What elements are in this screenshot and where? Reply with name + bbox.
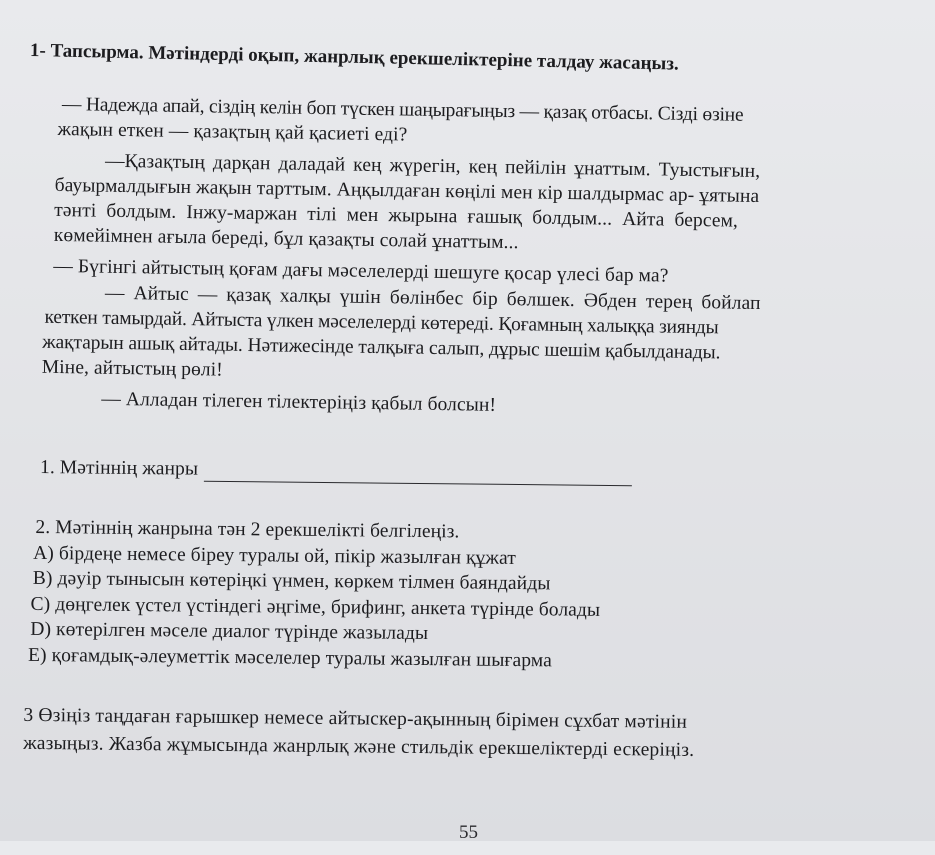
dialogue-line: жақын еткен — қазақтың қай қасиеті еді? xyxy=(57,118,408,146)
option-e: E) қоғамдық-әлеуметтік мәселелер туралы жазылған шығарма xyxy=(27,644,553,672)
option-c: C) дөңгелек үстел үстіндегі әңгіме, брифинг, анкета түрінде болады xyxy=(30,593,601,621)
option-d: D) көтерілген мәселе диалог түрінде жазылады xyxy=(30,618,429,645)
task-title: 1- Тапсырма. Мәтіндерді оқып, жанрлық ерекшеліктеріне талдау жасаңыз. xyxy=(29,40,679,75)
dialogue-line: жақтарын ашық айтады. Нәтижесінде талқыға салып, дұрыс шешім қабылданады. xyxy=(42,331,721,364)
option-b: B) дәуір тынысын көтеріңкі үнмен, көркем тілмен баяндайды xyxy=(32,567,551,595)
dialogue-line: тәнті болдым. Інжу-маржан тілі мен жырына ғашық болдым... Айта берсем, xyxy=(54,199,739,232)
dialogue-line: кеткен тамырдай. Айтыста үлкен мәселелерді көтереді. Қоғамның халыққа зиянды xyxy=(44,306,719,339)
question-1-text: 1. Мәтіннің жанры xyxy=(39,457,199,480)
dialogue-line: Міне, айтыстың рөлі! xyxy=(41,356,223,381)
option-a: A) бірдеңе немесе біреу туралы ой, пікір жазылған құжат xyxy=(33,542,517,569)
dialogue-line: — Айтыс — қазақ халқы үшін бөлінбес бір бөлшек. Әбден терең бойлап xyxy=(104,282,761,315)
dialogue-line: —Қазақтың дарқан даладай кең жүрегін, кең пейілін ұнаттым. Туыстығын, xyxy=(104,150,761,183)
dialogue-line: — Надежда апай, сіздің келін боп түскен шаңырағыңыз — қазақ отбасы. Сізді өзіне xyxy=(61,94,744,126)
question-3-line: жазыңыз. Жазба жұмысында жанрлық және стильдік ерекшеліктерді ескеріңіз. xyxy=(23,732,695,761)
question-2-prompt: 2. Мәтіннің жанрына тән 2 ерекшелікті белгілеңіз. xyxy=(35,516,460,543)
dialogue-line: көмейімнен ағыла береді, бұл қазақты солай ұнаттым... xyxy=(53,224,519,254)
page-number: 55 xyxy=(459,822,478,843)
answer-blank-line[interactable] xyxy=(204,463,632,486)
question-3-line: 3 Өзіңіз таңдаған ғарышкер немесе айтыскер-ақынның бірімен сұхбат мәтінін xyxy=(23,704,688,733)
dialogue-line: — Бүгінгі айтыстың қоғам дағы мәселелерді шешуге қосар үлесі бар ма? xyxy=(53,255,669,287)
question-1 xyxy=(40,456,632,486)
dialogue-line: бауырмалдығын жақын тарттым. Аңқылдаған көңілі мен кір шалдырмас ар- ұятына xyxy=(54,174,760,207)
dialogue-line: — Алладан тілеген тілектеріңіз қабыл болсын! xyxy=(101,388,497,416)
